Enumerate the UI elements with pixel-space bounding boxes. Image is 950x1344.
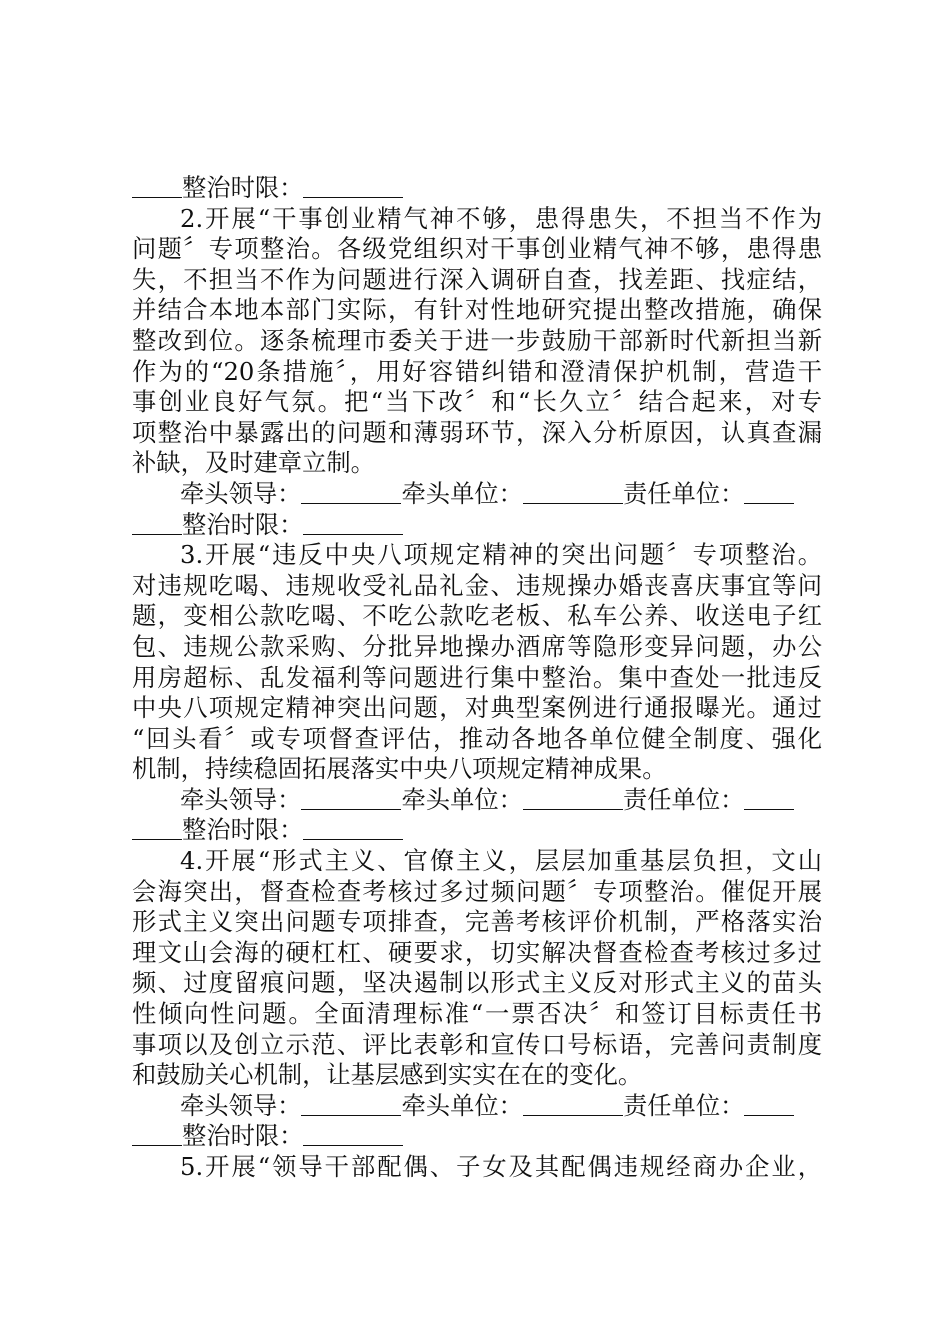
deadline-line <box>132 1121 822 1152</box>
resp-unit-label: 责任单位： <box>622 784 745 814</box>
item2-line-5: 整改到位。逐条梳理市委关于进一步鼓励干部新时代新担当新 <box>132 325 822 355</box>
lead-leader-label: 牵头领导： <box>180 478 302 508</box>
blank-underline <box>303 510 403 535</box>
lead-leader-label: 牵头领导： <box>180 1090 302 1120</box>
lead-leader-label: 牵头领导： <box>180 784 302 814</box>
item3-line-8: 机制，持续稳固拓展落实中央八项规定精神成果。 <box>132 754 667 784</box>
blank-underline <box>301 1091 401 1116</box>
blank-underline <box>301 479 401 504</box>
blank-underline <box>744 479 794 504</box>
lead-unit-label: 牵头单位： <box>401 478 523 508</box>
blank-underline <box>303 173 403 198</box>
responsibility-line <box>132 1091 822 1122</box>
item3-line-4: 包、违规公款采购、分批异地操办酒席等隐形变异问题，办公 <box>132 631 822 661</box>
item3-line-7: “回头看〞或专项督查评估，推动各地各单位健全制度、强化 <box>132 723 822 753</box>
item4-line-6: 性倾向性问题。全面清理标准“一票否决〞和签订目标责任书 <box>132 999 822 1029</box>
item4-line-2: 会海突出，督查检查考核过多过频问题〞专项整治。催促开展 <box>132 876 822 906</box>
lead-unit-label: 牵头单位： <box>401 1090 523 1120</box>
item4-line-3: 形式主义突出问题专项排查，完善考核评价机制，严格落实治 <box>132 907 822 937</box>
deadline-line <box>132 815 822 846</box>
blank-underline <box>132 1121 182 1146</box>
blank-underline <box>523 785 623 810</box>
lead-unit-label: 牵头单位： <box>401 784 523 814</box>
item4-line-1: 4.开展“形式主义、官僚主义，层层加重基层负担，文山 <box>180 846 822 876</box>
item3-line-5: 用房超标、乱发福利等问题进行集中整治。集中查处一批违反 <box>132 662 822 692</box>
blank-underline <box>744 785 794 810</box>
item3-line-2: 对违规吃喝、违规收受礼品礼金、违规操办婚丧喜庆事宜等问 <box>132 570 822 600</box>
item4-line-7: 事项以及创立示范、评比表彰和宣传口号标语，完善问责制度 <box>132 1029 822 1059</box>
deadline-label: 整治时限： <box>182 173 304 202</box>
item3-line-3: 题，变相公款吃喝、不吃公款吃老板、私车公养、收送电子红 <box>132 601 822 631</box>
item3-line-6: 中央八项规定精神突出问题，对典型案例进行通报曝光。通过 <box>132 693 822 723</box>
deadline-label: 整治时限： <box>182 509 304 539</box>
item4-line-8: 和鼓励关心机制，让基层感到实实在在的变化。 <box>132 1060 643 1090</box>
blank-underline <box>132 173 182 198</box>
resp-unit-label: 责任单位： <box>622 1090 745 1120</box>
deadline-label: 整治时限： <box>182 815 304 845</box>
responsibility-line <box>132 479 822 510</box>
blank-underline <box>132 510 182 535</box>
item3-line-1: 3.开展“违反中央八项规定精神的突出问题〞专项整治。 <box>180 540 822 570</box>
blank-underline <box>303 815 403 840</box>
resp-unit-label: 责任单位： <box>622 478 745 508</box>
item2-line-4: 并结合本地本部门实际，有针对性地研究提出整改措施，确保 <box>132 295 822 325</box>
item2-line-7: 事创业良好气氛。把“当下改〞和“长久立〞结合起来，对专 <box>132 387 822 417</box>
item2-line-9: 补缺，及时建章立制。 <box>132 448 375 478</box>
item5-line-1: 5.开展“领导干部配偶、子女及其配偶违规经商办企业， <box>180 1152 822 1181</box>
item2-line-2: 问题〞专项整治。各级党组织对干事创业精气神不够，患得患 <box>132 234 822 264</box>
item2-line-1: 2.开展“干事创业精气神不够，患得患失，不担当不作为 <box>180 203 822 233</box>
deadline-line <box>132 510 822 541</box>
item2-line-6: 作为的“20条措施〞，用好容错纠错和澄清保护机制，营造干 <box>132 356 822 386</box>
document-body <box>132 173 822 1183</box>
blank-underline <box>301 785 401 810</box>
blank-underline <box>303 1121 403 1146</box>
blank-underline <box>523 479 623 504</box>
item4-line-5: 频、过度留痕问题，坚决遏制以形式主义反对形式主义的苗头 <box>132 968 822 998</box>
deadline-label: 整治时限： <box>182 1121 304 1151</box>
item4-line-4: 理文山会海的硬杠杠、硬要求，切实解决督查检查考核过多过 <box>132 937 822 967</box>
deadline-line <box>132 173 822 204</box>
blank-underline <box>744 1091 794 1116</box>
blank-underline <box>132 815 182 840</box>
item2-line-3: 失，不担当不作为问题进行深入调研自查，找差距、找症结， <box>132 264 822 294</box>
blank-underline <box>523 1091 623 1116</box>
responsibility-line <box>132 785 822 816</box>
item2-line-8: 项整治中暴露出的问题和薄弱环节，深入分析原因，认真查漏 <box>132 417 822 447</box>
